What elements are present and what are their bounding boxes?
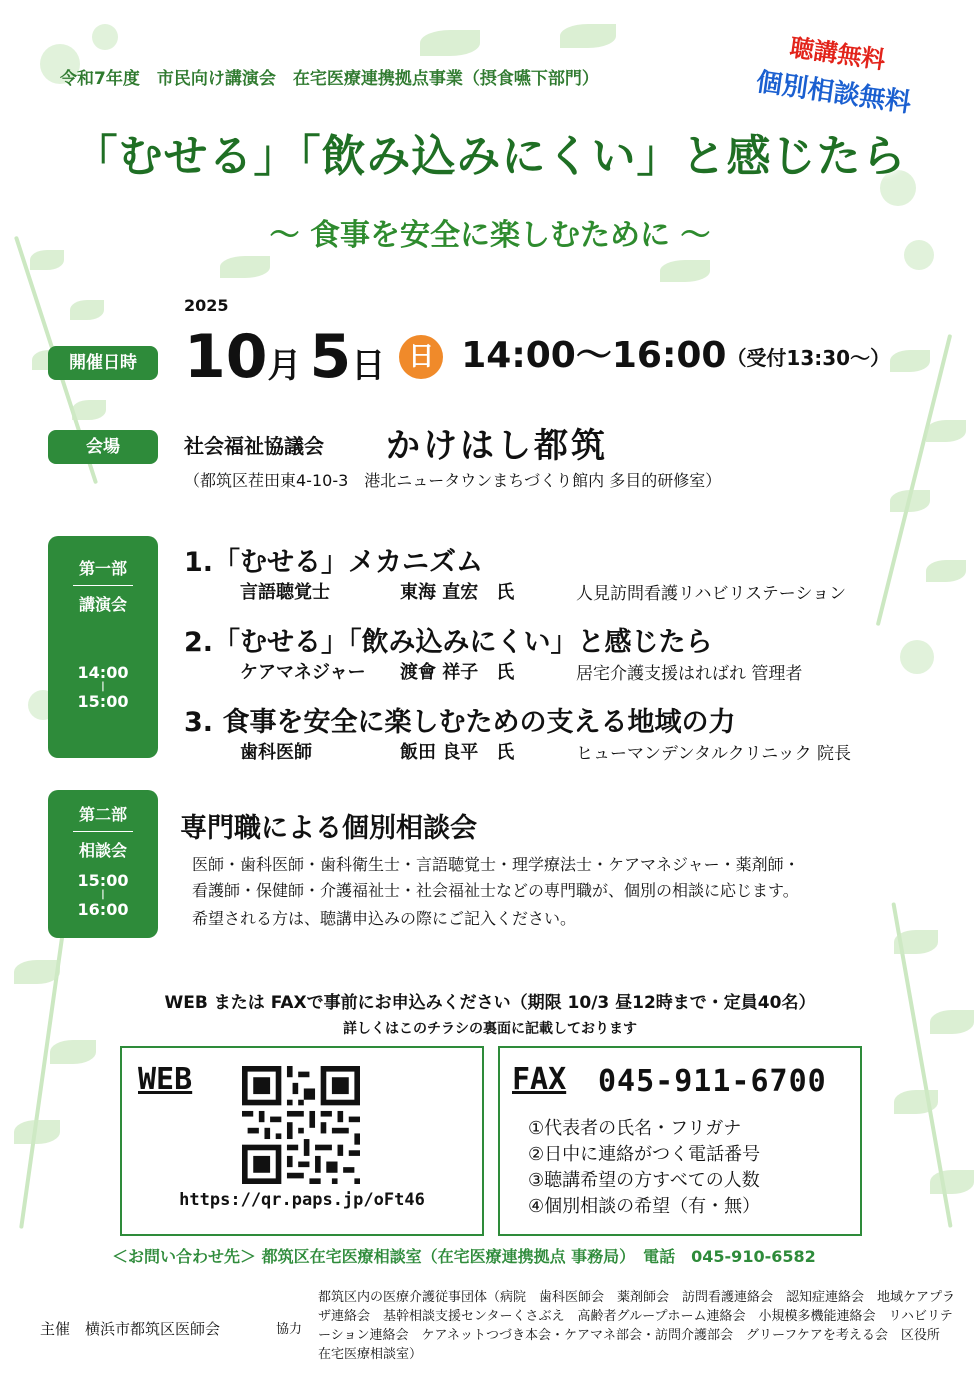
event-date	[184, 322, 890, 392]
application-notice: WEB または FAXで事前にお申込みください（期限 10/3 昼12時まで・定員40名）	[164, 993, 816, 1013]
lecture-2-speaker: 渡會 祥子 氏	[400, 662, 515, 683]
lecture-2-role: ケアマネジャー	[240, 662, 366, 683]
venue-label: 会場	[48, 430, 158, 464]
event-time: 14:00〜16:00	[461, 335, 727, 376]
event-year: 2025	[184, 296, 229, 315]
day-unit: 日	[351, 346, 386, 386]
part2-time-end: 16:00	[77, 900, 129, 919]
contact-info: ＜お問い合わせ先＞ 都筑区在宅医療相談室（在宅医療連携拠点 事務局） 電話 045-910-6582	[112, 1247, 816, 1266]
part2-label: 第二部	[78, 805, 127, 824]
free-consultation-badge: 個別相談無料	[754, 67, 913, 119]
fax-required-item-4: ④個別相談の希望（有・無）	[528, 1196, 761, 1217]
part1-sidebar: 第一部 講演会 14:00 | 15:00	[48, 536, 158, 758]
venue-organization: 社会福祉協議会	[184, 434, 324, 458]
lecture-3-title: 3. 食事を安全に楽しむための支える地域の力	[184, 707, 736, 738]
part1-label: 第一部	[78, 559, 127, 578]
lecture-1-affiliation: 人見訪問看護リハビリステーション	[576, 584, 847, 604]
month-unit: 月	[267, 346, 302, 386]
event-day: 5	[309, 322, 352, 392]
page-title: 「むせる」「飲み込みにくい」と感じたら	[73, 131, 907, 182]
consultation-text-1: 医師・歯科医師・歯科衛生士・言語聴覚士・理学療法士・ケアマネジャー・薬剤師・	[192, 855, 800, 874]
fax-label: FAX	[512, 1062, 567, 1097]
event-series-line: 令和7年度 市民向け講演会 在宅医療連携拠点事業（摂食嚥下部門）	[60, 69, 599, 89]
fax-required-item-2: ②日中に連絡がつく電話番号	[528, 1144, 761, 1165]
venue-name: かけはし都筑	[386, 426, 608, 466]
fax-number: 045-911-6700	[598, 1064, 827, 1099]
cooperation-organizations: 都筑区内の医療介護従事団体（病院 歯科医師会 薬剤師会 訪問看護連絡会 認知症連絡会 地域ケアプラザ連絡会 基幹相談支援センターくさぶえ 高齢者グループホーム連絡会 小規模多機能連絡会 リハビリテーション連絡会 ケアネットつづき本会・ケアマネ部会・訪問介護部会 グリーフケアを考える会 区役所 在宅医療相談室）	[318, 1290, 956, 1362]
lecture-2-affiliation: 居宅介護支援はればれ 管理者	[576, 664, 803, 684]
lecture-3-speaker: 飯田 良平 氏	[400, 742, 515, 763]
lecture-3-role: 歯科医師	[240, 742, 312, 763]
qr-code-icon[interactable]	[242, 1066, 360, 1184]
host-organizer: 主催 横浜市都筑区医師会	[40, 1320, 221, 1338]
web-box	[120, 1046, 484, 1236]
part1-time-start: 14:00	[77, 663, 129, 682]
lecture-1-role: 言語聴覚士	[240, 582, 330, 603]
fax-required-item-3: ③聴講希望の方すべての人数	[528, 1170, 760, 1191]
fax-box	[498, 1046, 862, 1236]
consultation-title: 専門職による個別相談会	[180, 813, 477, 844]
application-detail-note: 詳しくはこのチラシの裏面に記載しております	[343, 1021, 637, 1037]
consultation-text-2: 看護師・保健師・介護福祉士・社会福祉士などの専門職が、個別の相談に応じます。	[192, 881, 799, 900]
consultation-text-3: 希望される方は、聴講申込みの際にご記入ください。	[192, 909, 577, 928]
web-label: WEB	[138, 1062, 193, 1097]
part2-sublabel: 相談会	[78, 841, 127, 860]
lecture-1-speaker: 東海 直宏 氏	[400, 582, 515, 603]
fax-required-item-1: ①代表者の氏名・フリガナ	[528, 1118, 742, 1139]
lecture-1-title: 1.「むせる」メカニズム	[184, 547, 484, 578]
part2-sidebar: 第二部 相談会 15:00 | 16:00	[48, 790, 158, 938]
free-attendance-badge: 聴講無料	[788, 33, 888, 75]
web-url[interactable]: https://qr.paps.jp/oFt46	[179, 1190, 425, 1210]
date-label: 開催日時	[48, 346, 158, 380]
reception-time: （受付13:30〜）	[726, 346, 891, 370]
lecture-2-title: 2.「むせる」「飲み込みにくい」と感じたら	[184, 627, 713, 658]
event-month: 10	[184, 322, 268, 392]
part2-time-start: 15:00	[77, 871, 129, 890]
weekday-badge: 日	[399, 335, 443, 379]
cooperation-label: 協力	[276, 1322, 303, 1337]
part1-sublabel: 講演会	[78, 595, 127, 614]
part1-time-end: 15:00	[77, 692, 129, 711]
page-subtitle: 〜 食事を安全に楽しむために 〜	[269, 218, 711, 253]
lecture-3-affiliation: ヒューマンデンタルクリニック 院長	[576, 744, 852, 764]
venue-address: （都筑区茬田東4-10-3 港北ニュータウンまちづくり館内 多目的研修室）	[184, 471, 722, 490]
